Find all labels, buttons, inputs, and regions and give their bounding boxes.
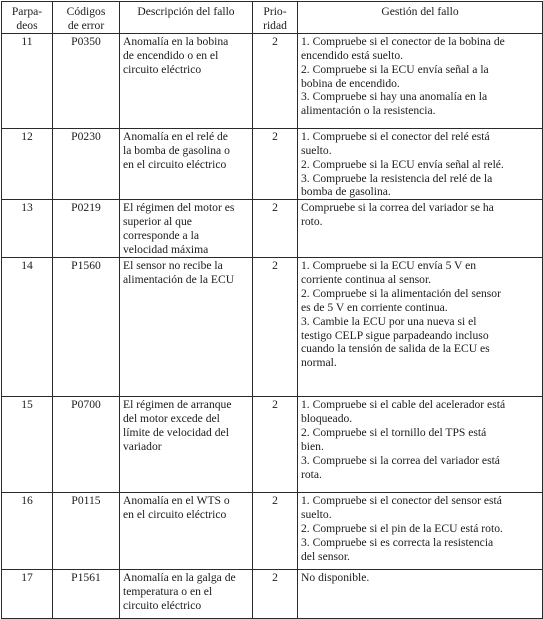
- description-cell-line: límite de velocidad del: [123, 425, 229, 439]
- management-cell-line: 2. Compruebe si el pin de la ECU está roto.: [301, 521, 503, 535]
- management-cell-line: rota.: [301, 467, 322, 481]
- management-cell: [298, 128, 543, 200]
- error-code-cell-line: P1560: [71, 258, 101, 272]
- description-cell-line: de encendido o en el: [123, 48, 219, 62]
- description-cell-line: corresponde a la: [123, 229, 199, 243]
- description-cell-line: del motor excede del: [123, 411, 220, 425]
- description-cell-line: temperatura o en el: [123, 584, 213, 598]
- error-code-cell: [53, 200, 120, 258]
- header-label: ridad: [263, 18, 287, 32]
- management-cell-line: 1. Compruebe si el conector de la bobina de: [301, 34, 505, 48]
- management-cell-line: 1. Compruebe si el conector del relé está: [301, 129, 490, 143]
- priority-cell-line: 2: [272, 570, 278, 584]
- priority-cell: [253, 492, 298, 569]
- management-cell-line: alimentación o la resistencia.: [301, 104, 436, 118]
- blinks-cell-line: 15: [21, 397, 33, 411]
- header-fault-management: [298, 2, 543, 34]
- management-cell-line: encendido está suelto.: [301, 48, 404, 62]
- description-cell: [120, 257, 253, 396]
- fault-row: [2, 492, 543, 569]
- error-code-cell: [53, 569, 120, 618]
- header-label: Parpa-: [11, 5, 43, 18]
- error-code-cell: [53, 257, 120, 396]
- management-cell-line: 1. Compruebe si el cable del acelerador está: [301, 397, 506, 411]
- blinks-cell-line: 12: [21, 129, 33, 143]
- description-cell-line: El régimen del motor es: [123, 201, 235, 215]
- management-cell-line: Compruebe si la correa del variador se ha: [301, 201, 494, 215]
- description-cell: [120, 200, 253, 258]
- management-cell-line: del sensor.: [301, 549, 350, 563]
- header-label: Descripción del fallo: [137, 5, 235, 18]
- management-cell-line: 1. Compruebe si la ECU envía 5 V en: [301, 258, 477, 272]
- blinks-cell-line: 17: [21, 570, 33, 584]
- management-cell-line: 3. Compruebe la resistencia del relé de la: [301, 171, 493, 185]
- priority-cell-line: 2: [272, 397, 278, 411]
- management-cell-line: normal.: [301, 356, 337, 370]
- header-label: de error: [67, 18, 105, 32]
- description-cell-line: circuito eléctrico: [123, 598, 202, 612]
- management-cell: [298, 257, 543, 396]
- fault-row: [2, 33, 543, 128]
- error-code-cell: [53, 396, 120, 492]
- description-cell-line: variador: [123, 439, 162, 453]
- blinks-cell-line: 14: [21, 258, 33, 272]
- management-cell-line: 3. Compruebe si la correa del variador está: [301, 453, 500, 467]
- description-cell-line: velocidad máxima: [123, 243, 209, 257]
- blinks-cell: [2, 33, 53, 128]
- description-cell-line: alimentación de la ECU: [123, 272, 235, 286]
- fault-row: [2, 200, 543, 258]
- priority-cell-line: 2: [272, 34, 278, 48]
- error-code-cell-line: P1561: [71, 570, 101, 584]
- description-cell-line: El sensor no recibe la: [123, 258, 223, 272]
- priority-cell: [253, 128, 298, 200]
- description-cell-line: Anomalía en el WTS o: [123, 493, 230, 507]
- management-cell-line: bobina de encendido.: [301, 76, 400, 90]
- header-fault-description: [120, 2, 253, 34]
- priority-cell-line: 2: [272, 493, 278, 507]
- management-cell-line: roto.: [301, 215, 323, 229]
- header-label: deos: [16, 18, 38, 32]
- management-cell-line: testigo CELP sigue parpadeando incluso: [301, 328, 489, 342]
- priority-cell: [253, 200, 298, 258]
- header-blinks: [2, 2, 53, 34]
- management-cell-line: corriente continua al sensor.: [301, 272, 432, 286]
- description-cell: [120, 33, 253, 128]
- fault-row: [2, 396, 543, 492]
- description-cell-line: El régimen de arranque: [123, 397, 232, 411]
- management-cell-line: 3. Compruebe si es correcta la resistencia: [301, 535, 494, 549]
- description-cell-line: en el circuito eléctrico: [123, 157, 227, 171]
- header-row: [2, 2, 543, 34]
- management-cell-line: bomba de gasolina.: [301, 185, 391, 199]
- error-code-cell: [53, 128, 120, 200]
- management-cell: [298, 396, 543, 492]
- management-cell: [298, 492, 543, 569]
- description-cell-line: circuito eléctrico: [123, 62, 202, 76]
- blinks-cell: [2, 257, 53, 396]
- description-cell-line: superior al que: [123, 215, 192, 229]
- description-cell-line: Anomalía en la bobina: [123, 34, 229, 48]
- management-cell-line: No disponible.: [301, 570, 370, 584]
- blinks-cell: [2, 200, 53, 258]
- management-cell-line: suelto.: [301, 507, 332, 521]
- header-label: Códigos: [66, 5, 106, 18]
- error-code-cell: [53, 492, 120, 569]
- header-label: Prio-: [263, 5, 287, 18]
- description-cell-line: en el circuito eléctrico: [123, 507, 227, 521]
- blinks-cell: [2, 569, 53, 618]
- management-cell-line: 3. Cambie la ECU por una nueva si el: [301, 314, 477, 328]
- blinks-cell: [2, 128, 53, 200]
- management-cell-line: 1. Compruebe si el conector del sensor está: [301, 493, 502, 507]
- error-code-cell: [53, 33, 120, 128]
- management-cell-line: es de 5 V en corriente continua.: [301, 300, 448, 314]
- management-cell-line: 2. Compruebe si la ECU envía señal a la: [301, 62, 489, 76]
- fault-row: [2, 569, 543, 618]
- blinks-cell-line: 16: [21, 493, 33, 507]
- priority-cell-line: 2: [272, 201, 278, 215]
- description-cell-line: Anomalía en la galga de: [123, 570, 236, 584]
- priority-cell: [253, 569, 298, 618]
- management-cell-line: cuando la tensión de salida de la ECU es: [301, 342, 490, 356]
- error-code-cell-line: P0700: [71, 397, 101, 411]
- priority-cell: [253, 257, 298, 396]
- description-cell: [120, 569, 253, 618]
- management-cell: [298, 569, 543, 618]
- fault-row: [2, 128, 543, 200]
- management-cell-line: bien.: [301, 439, 324, 453]
- fault-row: [2, 257, 543, 396]
- priority-cell-line: 2: [272, 129, 278, 143]
- error-code-cell-line: P0350: [71, 34, 101, 48]
- blinks-cell-line: 11: [21, 34, 33, 48]
- management-cell: [298, 200, 543, 258]
- error-code-cell-line: P0230: [71, 129, 101, 143]
- priority-cell: [253, 33, 298, 128]
- blinks-cell: [2, 396, 53, 492]
- management-cell-line: 3. Compruebe si hay una anomalía en la: [301, 90, 488, 104]
- header-label: Gestión del fallo: [381, 5, 459, 18]
- priority-cell-line: 2: [272, 258, 278, 272]
- management-cell-line: bloqueado.: [301, 411, 353, 425]
- management-cell: [298, 33, 543, 128]
- management-cell-line: suelto.: [301, 143, 332, 157]
- blinks-cell: [2, 492, 53, 569]
- header-priority: [253, 2, 298, 34]
- description-cell: [120, 128, 253, 200]
- error-code-cell-line: P0115: [71, 493, 101, 507]
- error-code-cell-line: P0219: [71, 201, 101, 215]
- description-cell: [120, 492, 253, 569]
- management-cell-line: 2. Compruebe si la ECU envía señal al relé.: [301, 157, 504, 171]
- header-error-codes: [53, 2, 120, 34]
- description-cell-line: la bomba de gasolina o: [123, 143, 230, 157]
- management-cell-line: 2. Compruebe si la alimentación del sensor: [301, 286, 501, 300]
- priority-cell: [253, 396, 298, 492]
- fault-rows: [2, 33, 543, 618]
- description-cell: [120, 396, 253, 492]
- blinks-cell-line: 13: [21, 201, 33, 215]
- management-cell-line: 2. Compruebe si el tornillo del TPS está: [301, 425, 487, 439]
- fault-code-table: [1, 1, 543, 619]
- description-cell-line: Anomalía en el relé de: [123, 129, 228, 143]
